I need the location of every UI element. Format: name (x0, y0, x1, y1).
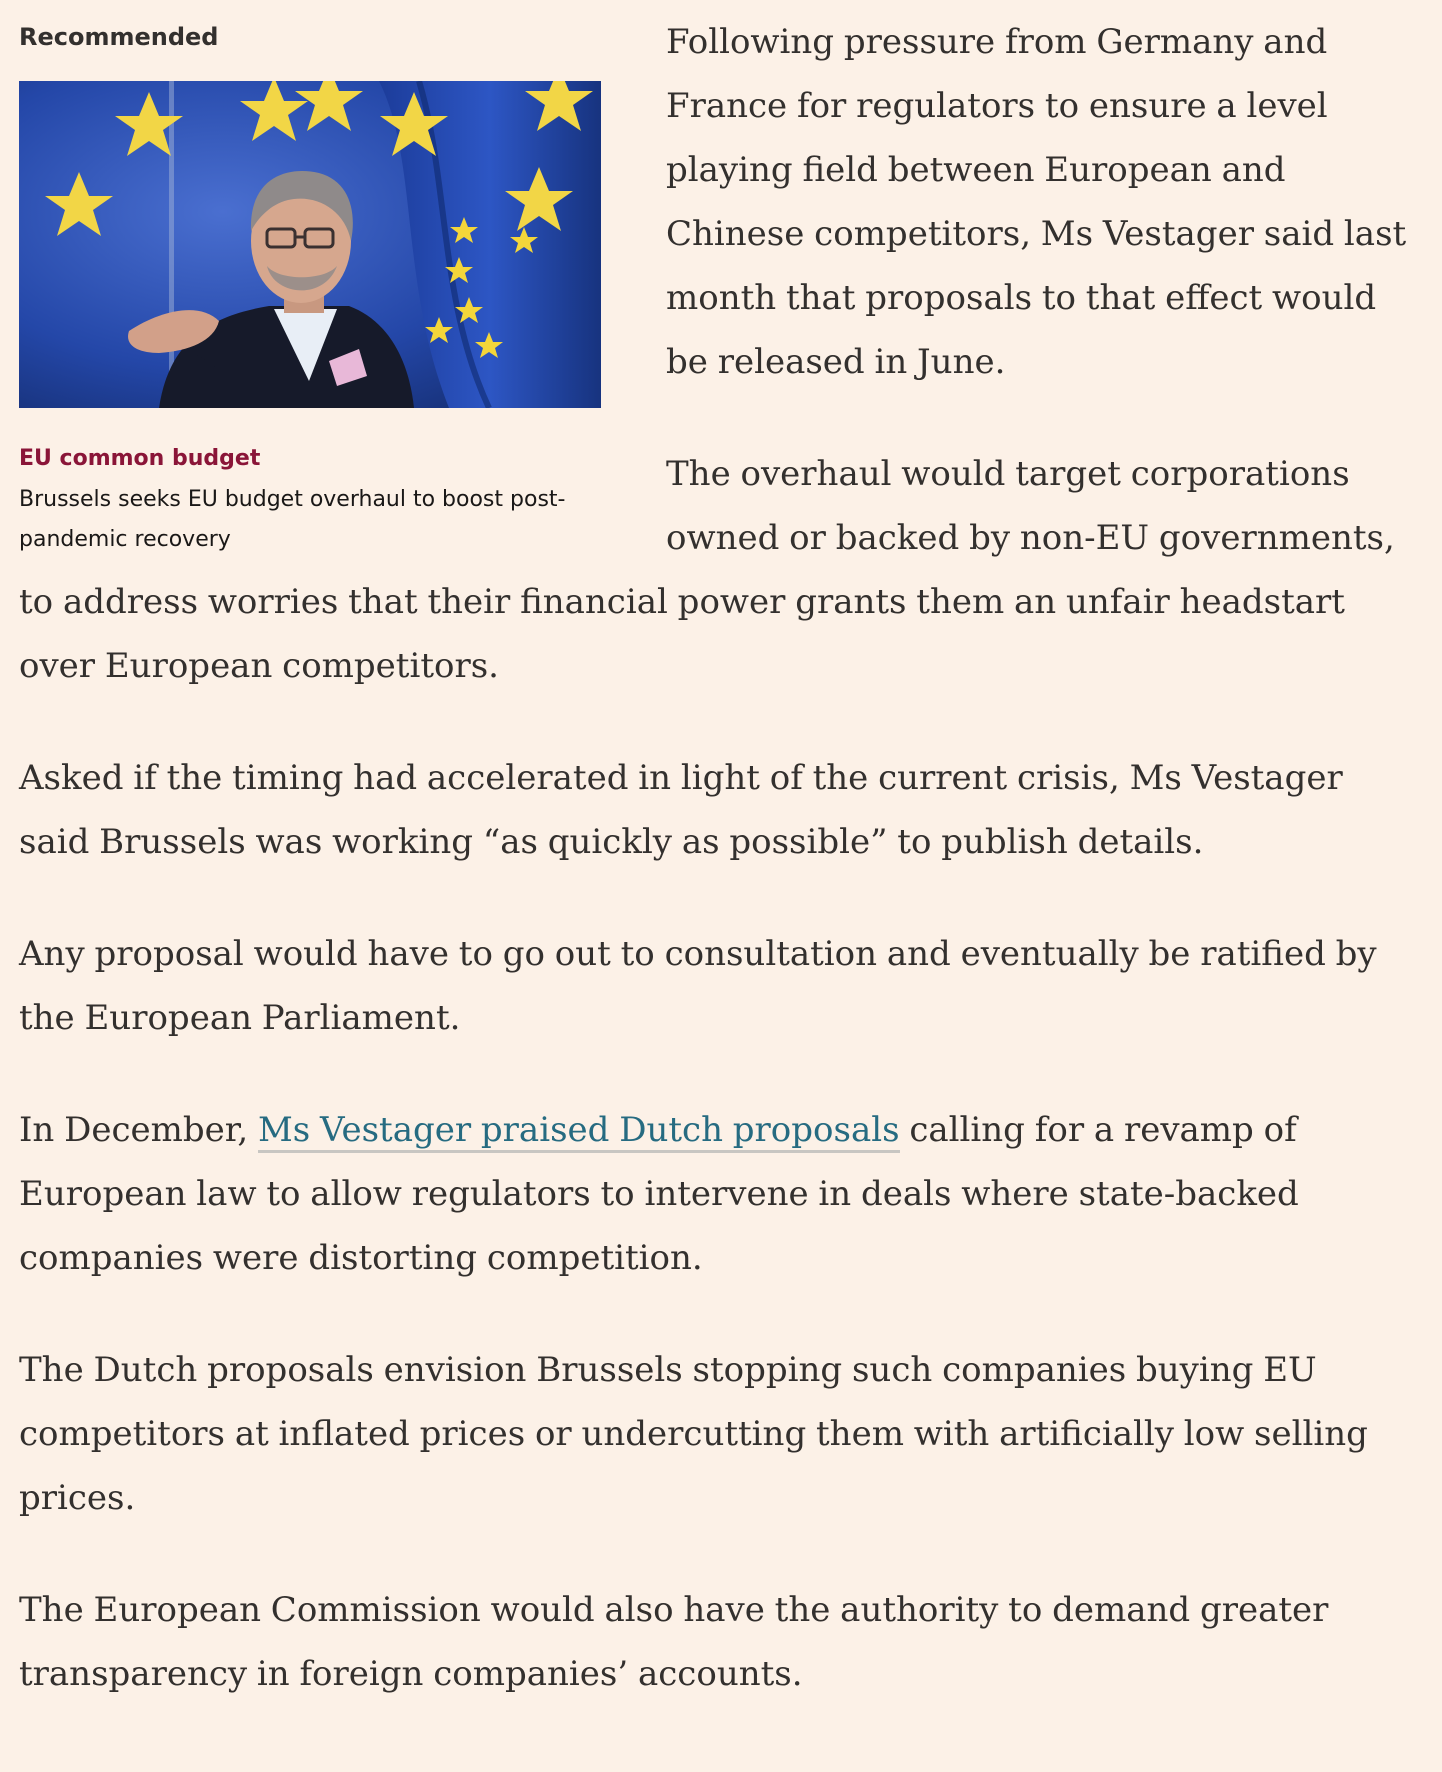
article-body (19, 0, 1419, 1754)
vestager-dutch-proposals-link[interactable]: Ms Vestager praised Dutch proposals (258, 1110, 900, 1153)
article-paragraph: The overhaul would target corporations owned or backed by non-EU governments, to address worries that their financial power grants them an unfair headstart over European competitors. (19, 454, 1395, 686)
article-paragraph: The European Commission would also have the authority to demand greater transparency in foreign companies’ accounts. (19, 1590, 1329, 1694)
recommended-image[interactable] (19, 81, 601, 408)
paragraph-text: calling for a revamp of European law to allow regulators to intervene in deals where state-backed companies were distorting competition. (19, 1110, 1299, 1278)
article-paragraph-with-link (19, 1098, 1419, 1290)
recommended-heading: Recommended (19, 23, 219, 51)
paragraph-text: In December, (19, 1110, 258, 1150)
recommended-article-link[interactable]: Brussels seeks EU budget overhaul to boost post-pandemic recovery (19, 487, 566, 552)
article-paragraph: Any proposal would have to go out to consultation and eventually be ratified by the European Parliament. (19, 934, 1377, 1038)
recommended-block (19, 20, 601, 560)
article-paragraph: Following pressure from Germany and France for regulators to ensure a level playing field between European and Chinese competitors, Ms Vestager said last month that proposals to that effect would be released in June. (666, 22, 1407, 382)
article-paragraph: Asked if the timing had accelerated in light of the current crisis, Ms Vestager said Brussels was working “as quickly as possible” to publish details. (19, 758, 1343, 862)
article-paragraph: The Dutch proposals envision Brussels stopping such companies buying EU competitors at inflated prices or undercutting them with artificially low selling prices. (19, 1350, 1368, 1518)
recommended-topic-link[interactable]: EU common budget (19, 446, 261, 471)
